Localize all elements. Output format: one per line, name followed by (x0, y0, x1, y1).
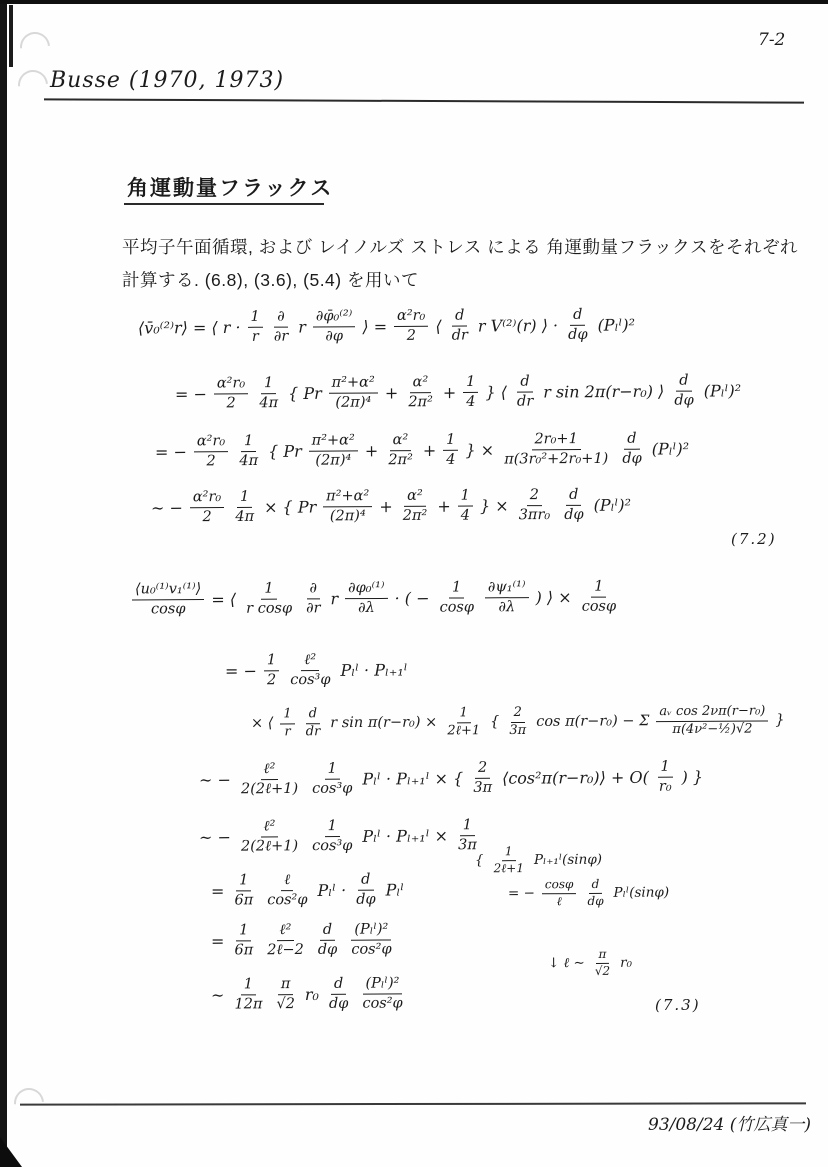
reference-title: Busse (1970, 1973) (50, 68, 285, 93)
title-underline (44, 98, 804, 103)
side-note-legendre: { $\frac{1}{\text{2ℓ+1}}$ Pₗ₊₁ˡ(sinφ) (474, 844, 603, 876)
equation-line: × ⟨ $\frac{1}{r}$ $\frac{d}{dr}$ r sin π(r−r₀) × $\frac{1}{\text{2ℓ+1}}$ { $\frac{2}{3\pi}$ cos π(r−r₀) − Σ $\frac{\text{aᵥ cos 2νπ(r−r₀)}}{\text{π(4ν²−½)√2}}$ } (250, 703, 785, 740)
footer-rule (20, 1102, 806, 1105)
scan-edge-top (0, 0, 828, 4)
intro-line: 平均子午面循環, および レイノルズ ストレス による 角運動量フラックスをそれぞれ (122, 237, 798, 257)
equation-line: = $\frac{1}{6\pi}$ $\frac{\text{ℓ²}}{\text{2ℓ−2}}$ $\frac{d}{d\varphi}$ $\frac{\text{(Pₗˡ)²}}{\text{cos²φ}}$ (210, 921, 392, 959)
side-note-legendre: = − $\frac{\cos\varphi}{\text{ℓ}}$ $\frac{d}{d\varphi}$ Pₗˡ(sinφ) (507, 876, 670, 908)
scan-corner-triangle (0, 1137, 22, 1167)
equation-label-72: (7.2) (731, 530, 777, 548)
equation-line: = − $\frac{1}{2}$ $\frac{\text{ℓ²}}{\text{cos³φ}}$ Pₗˡ · Pₗ₊₁ˡ (224, 652, 408, 688)
page-number: 7-2 (758, 30, 786, 50)
equation-line: ∼ $\frac{1}{12\pi}$ $\frac{\pi}{√2}$ r₀ $\frac{d}{d\varphi}$ $\frac{\text{(Pₗˡ)²}}{\text{cos²φ}}$ (210, 975, 403, 1013)
intro-line: 計算する. (6.8), (3.6), (5.4) を用いて (122, 270, 419, 290)
equation-line: ∼ − $\frac{\text{α²r₀}}{2}$ $\frac{1}{4\pi}$ × { Pr $\frac{\text{π²+α²}}{\text{(2π)⁴}}$ + $\frac{\text{α²}}{\text{2π²}}$ + $\frac{1}{4}$ } × $\frac{2}{\text{3πr₀}}$ $\frac{d}{d\varphi}$ (Pₗˡ)² (150, 486, 632, 525)
equation-line: $\frac{\text{⟨u₀⁽¹⁾v₁⁽¹⁾⟩}}{\cos\varphi}$ = ⟨ $\frac{1}{\text{r cosφ}}$ $\frac{\partial}{\partial r}$ r $\frac{\text{∂φ₀⁽¹⁾}}{\partial\lambda}$ · ( − $\frac{1}{\cos\varphi}$ $\frac{\text{∂ψ₁⁽¹⁾}}{\partial\lambda}$ ) ⟩ × $\frac{1}{\cos\varphi}$ (128, 578, 623, 617)
heading-underline (124, 203, 324, 205)
equation-label-73: (7.3) (655, 996, 701, 1014)
equation-line: ⟨v̄₀⁽²⁾r⟩ = ⟨ r · $\frac{1}{r}$ $\frac{\partial}{\partial r}$ r $\frac{\text{∂φ̄₀⁽²⁾}}{\partial\varphi}$ ⟩ = $\frac{\text{α²r₀}}{2}$ ⟨ $\frac{d}{dr}$ r V⁽²⁾(r) ⟩ · $\frac{d}{d\varphi}$ (Pₗˡ)² (137, 306, 636, 345)
side-note-ell-approx: ↓ ℓ ∼ $\frac{\pi}{√2}$ r₀ (547, 946, 633, 978)
date-signature: 93/08/24 (竹広真一) (648, 1115, 812, 1135)
scan-edge-left (0, 0, 7, 1167)
punch-hole-mark (14, 26, 56, 68)
equation-line: = $\frac{1}{6\pi}$ $\frac{\text{ℓ}}{\text{cos²φ}}$ Pₗˡ · $\frac{d}{d\varphi}$ Pₗˡ (210, 871, 405, 909)
equation-line: ∼ − $\frac{\text{ℓ²}}{\text{2(2ℓ+1)}}$ $\frac{1}{\text{cos³φ}}$ Pₗˡ · Pₗ₊₁ˡ × $\frac{1}{3\pi}$ (198, 817, 477, 855)
equation-line: = − $\frac{\text{α²r₀}}{2}$ $\frac{1}{4\pi}$ { Pr $\frac{\text{π²+α²}}{\text{(2π)⁴}}$ + $\frac{\text{α²}}{\text{2π²}}$ + $\frac{1}{4}$ } ⟨ $\frac{d}{dr}$ r sin 2π(r−r₀) ⟩ $\frac{d}{d\varphi}$ (Pₗˡ)² (174, 372, 742, 412)
section-heading: 角運動量フラックス (127, 177, 334, 200)
equation-line: = − $\frac{\text{α²r₀}}{2}$ $\frac{1}{4\pi}$ { Pr $\frac{\text{π²+α²}}{\text{(2π)⁴}}$ + $\frac{\text{α²}}{\text{2π²}}$ + $\frac{1}{4}$ } × $\frac{\text{2r₀+1}}{\text{π(3r₀²+2r₀+1)}}$ $\frac{d}{d\varphi}$ (Pₗˡ)² (154, 430, 690, 469)
scan-corner-mark (9, 5, 13, 67)
equation-line: ∼ − $\frac{\text{ℓ²}}{\text{2(2ℓ+1)}}$ $\frac{1}{\text{cos³φ}}$ Pₗˡ · Pₗ₊₁ˡ × { $\frac{2}{3\pi}$ ⟨cos²π(r−r₀)⟩ + O( $\frac{1}{\text{r₀}}$ ) } (198, 758, 704, 797)
